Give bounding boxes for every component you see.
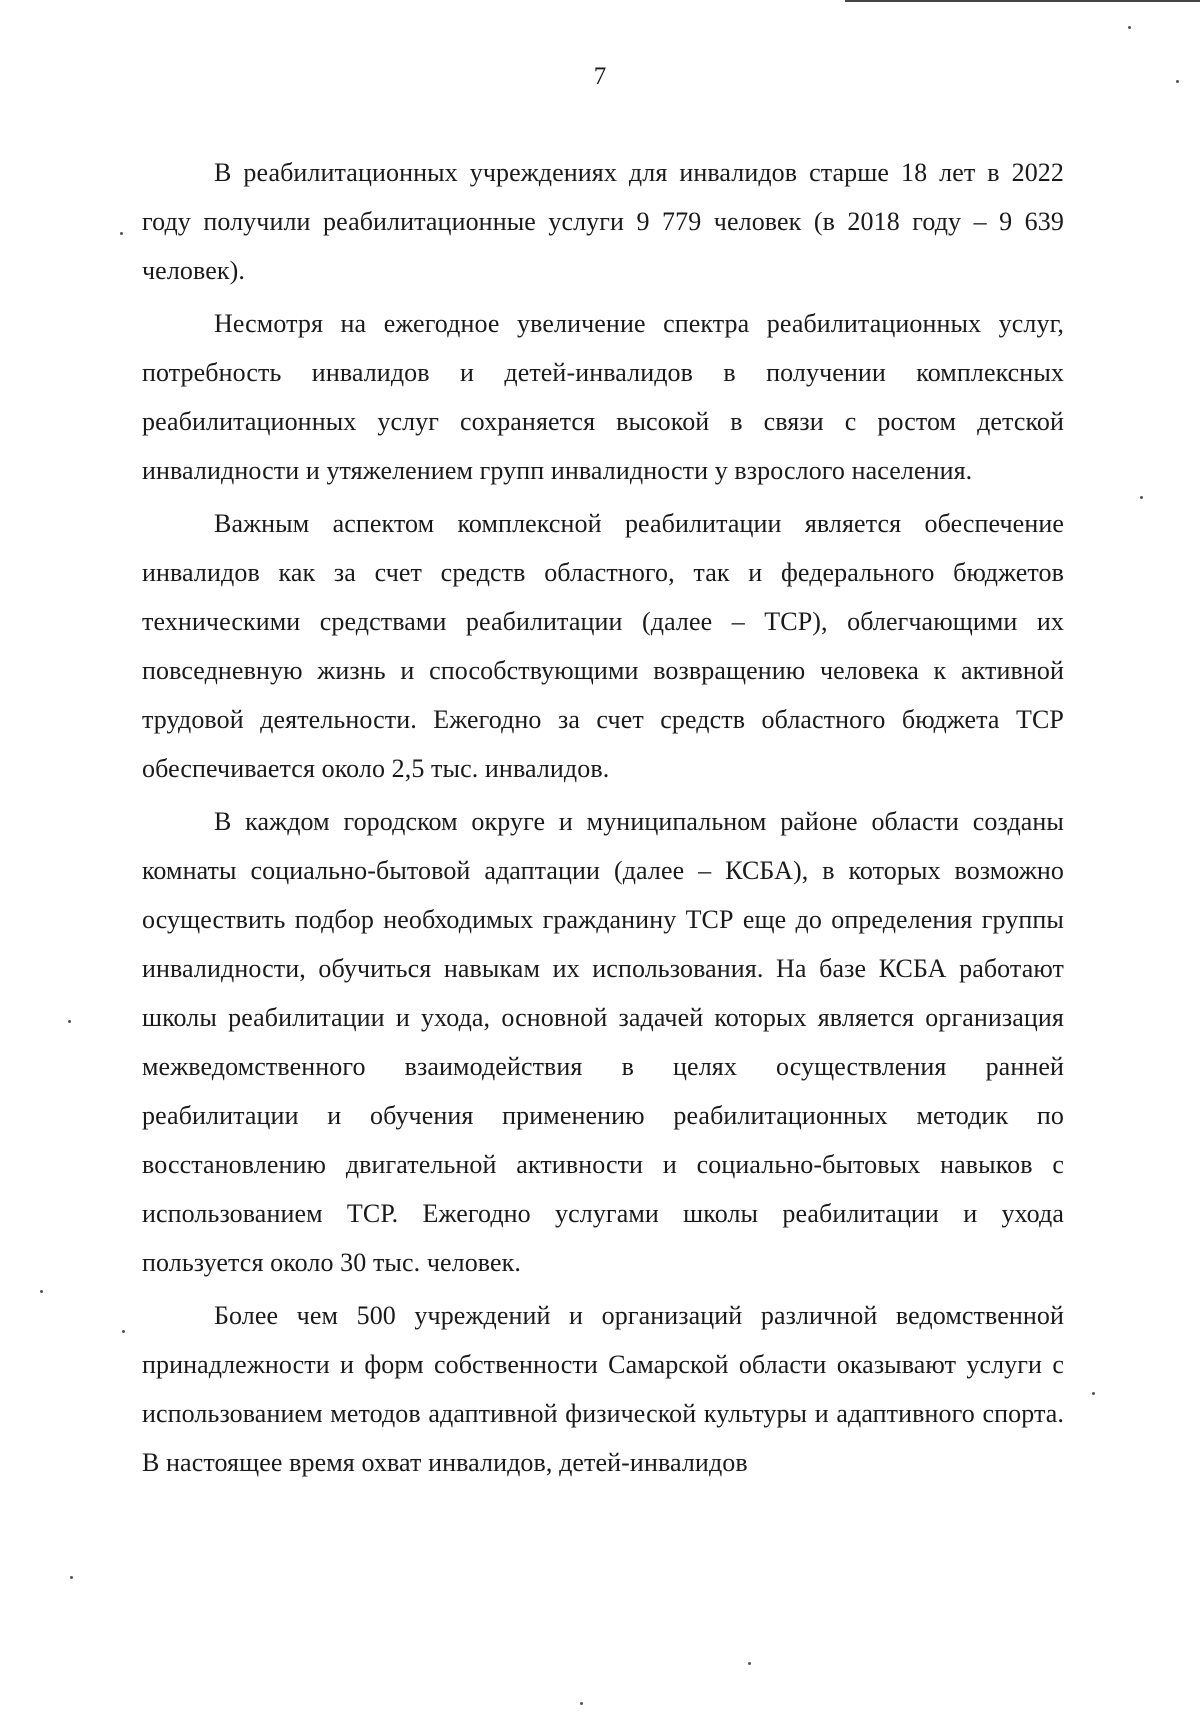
scan-speck [1176, 80, 1179, 83]
scan-speck [1092, 1392, 1095, 1395]
paragraph-technical-aids: Важным аспектом комплексной реабилитации является обеспечение инвалидов как за счет средств областного, так и федерального бюджетов техническими средствами реабилитации (далее – ТСР), облегчающими их повседневную жизнь и способствующими возвращению человека к активной трудовой деятельности. Ежегодно за счет средств областного бюджета ТСР обеспечивается около 2,5 тыс. инвалидов. [142, 509, 1064, 783]
scan-speck [748, 1662, 751, 1665]
scan-speck [1128, 26, 1131, 29]
paragraph-ksba-rooms: В каждом городском округе и муниципальном районе области созданы комнаты социально-бытовой адаптации (далее – КСБА), в которых возможно осуществить подбор необходимых гражданину ТСР еще до определения группы инвалидности, обучиться навыкам их использования. На базе КСБА работают школы реабилитации и ухода, основной задачей которых является организация межведомственного взаимодействия в целях осуществления ранней реабилитации и обучения применению реабилитационных методик по восстановлению двигательной активности и социально-бытовых навыков с использованием ТСР. Ежегодно услугами школы реабилитации и ухода пользуется около 30 тыс. человек. [142, 807, 1064, 1277]
paragraph-rehab-demand: Несмотря на ежегодное увеличение спектра реабилитационных услуг, потребность инвалидов и детей-инвалидов в получении комплексных реабилитационных услуг сохраняется высокой в связи с ростом детской инвалидности и утяжелением групп инвалидности у взрослого населения. [142, 309, 1064, 485]
scan-speck [580, 1702, 583, 1705]
body-text [142, 148, 1064, 1491]
scan-speck [120, 232, 123, 235]
paragraph-rehab-institutions: В реабилитационных учреждениях для инвалидов старше 18 лет в 2022 году получили реабилитационные услуги 9 779 человек (в 2018 году – 9 639 человек). [142, 158, 1064, 285]
scan-speck [122, 1330, 125, 1333]
scan-speck [40, 1290, 43, 1293]
page-number: 7 [593, 63, 607, 90]
scan-speck [1140, 496, 1143, 499]
scan-speck [70, 1576, 73, 1579]
scan-top-edge-line [845, 0, 1200, 2]
scan-speck [68, 1020, 71, 1023]
paragraph-adaptive-sport: Более чем 500 учреждений и организаций различной ведомственной принадлежности и форм собственности Самарской области оказывают услуги с использованием методов адаптивной физической культуры и адаптивного спорта. В настоящее время охват инвалидов, детей-инвалидов [142, 1301, 1064, 1477]
